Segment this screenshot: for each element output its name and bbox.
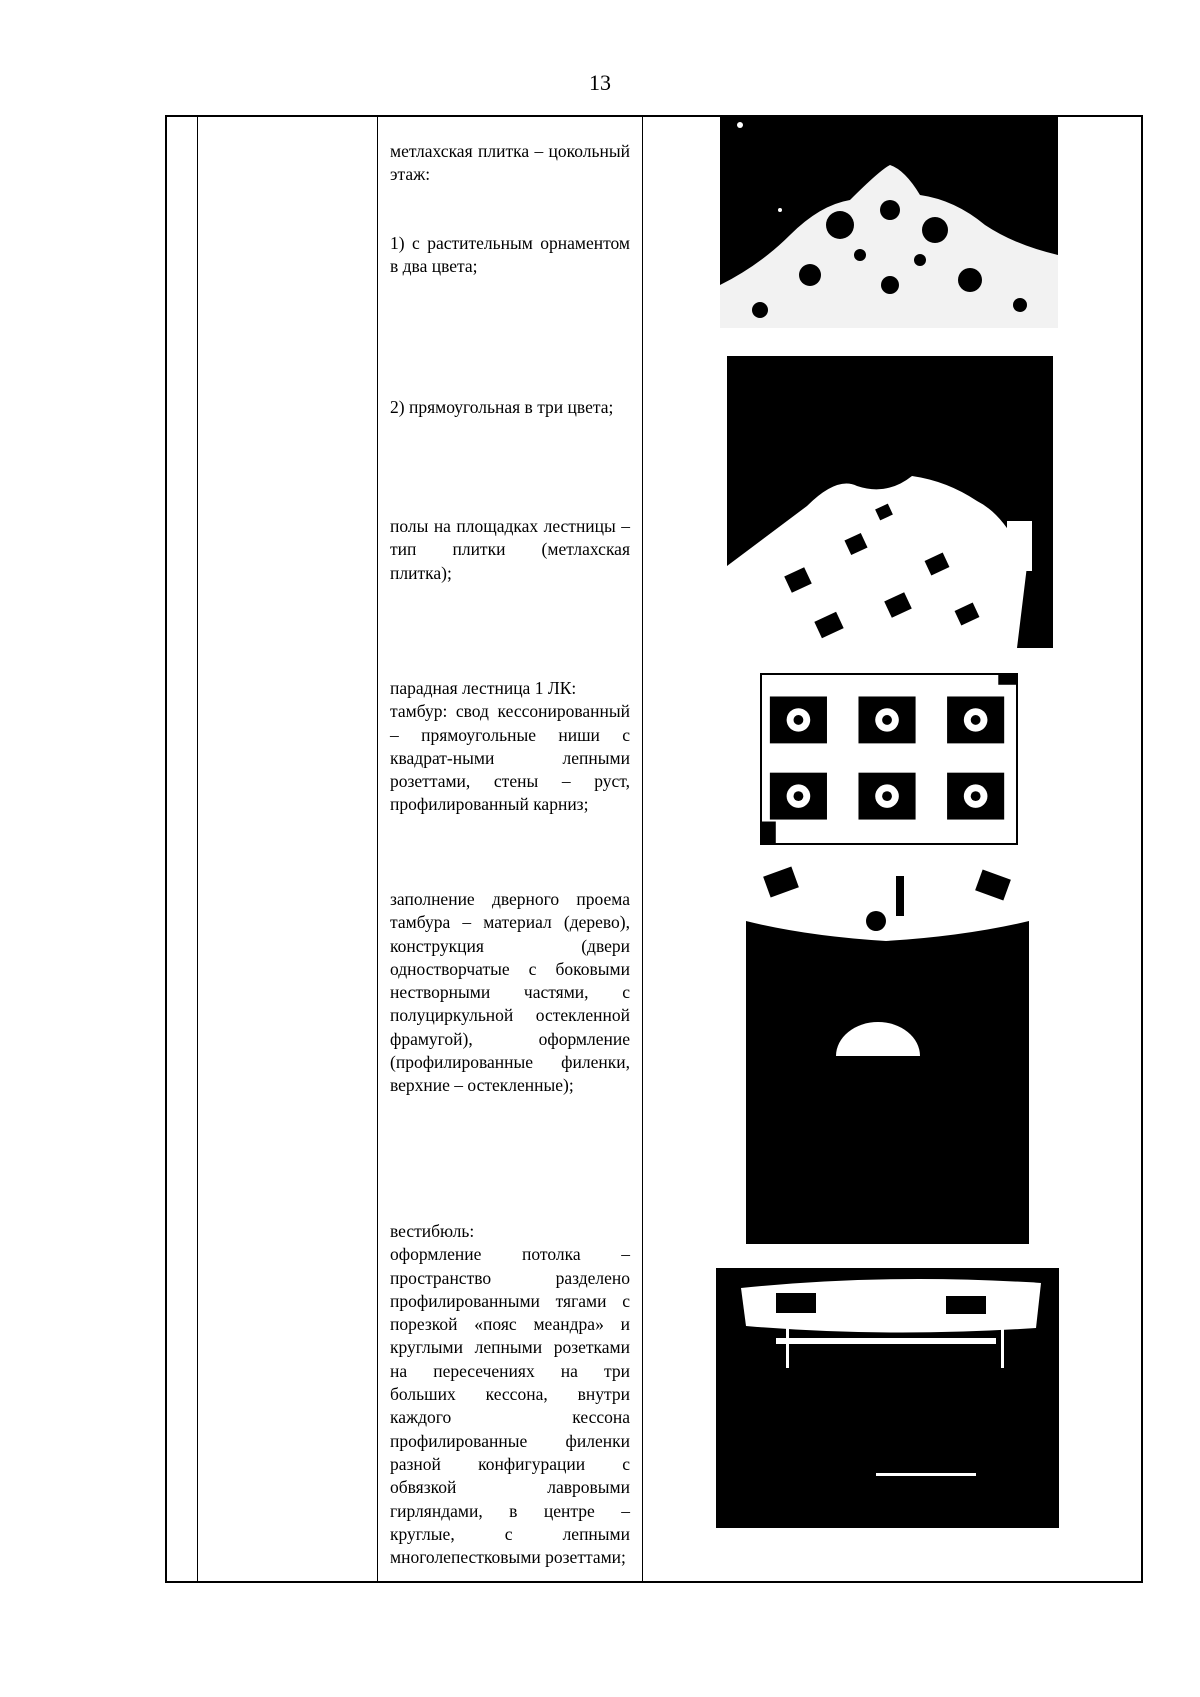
vestibule-ceiling-photo bbox=[716, 1268, 1059, 1528]
row-text-vestibule: вестибюль: оформление потолка – пространство разделено профилированными тягами с порезкой «пояс меандра» и круглыми лепными розетками на пересечениях на три больших кессона, внутри каждого кессона профилированные филенки разной конфигурации с обвязкой лавровыми гирляндами, в центре – круглые, с лепными многолепестковыми розеттами; bbox=[390, 1221, 630, 1568]
row-text-tile: метлахская плитка – цокольный этаж: bbox=[390, 141, 630, 185]
row-text-stair-floors: полы на площадках лестницы – тип плитки (метлахская плитка); bbox=[390, 516, 630, 583]
row-text-main-stair: парадная лестница 1 ЛК: тамбур: свод кессонированный – прямоугольные ниши с квадрат-ными лепными розеттами, стены – руст, профилированный карниз; bbox=[390, 678, 630, 815]
row-text-door-fill: заполнение дверного проема тамбура – материал (дерево), конструкция (двери одностворчатые с боковыми нестворными частями, с полуциркульной остекленной фрамугой), оформление (профилированные филенки, верхние – остекленные); bbox=[390, 889, 630, 1096]
vestibule-door-photo bbox=[746, 866, 1029, 1244]
page-number: 13 bbox=[589, 70, 611, 95]
row-text-tile-rect: 2) прямоугольная в три цвета; bbox=[390, 397, 614, 417]
row-text-tile-ornament: 1) с растительным орнаментом в два цвета; bbox=[390, 233, 630, 277]
stair-floor-photo bbox=[727, 356, 1053, 648]
table-column-divider bbox=[377, 117, 378, 1581]
coffered-vault-photo bbox=[760, 673, 1018, 845]
tile-ornament-photo bbox=[720, 115, 1058, 328]
table-column-divider bbox=[197, 117, 198, 1581]
table-column-divider bbox=[642, 117, 643, 1581]
